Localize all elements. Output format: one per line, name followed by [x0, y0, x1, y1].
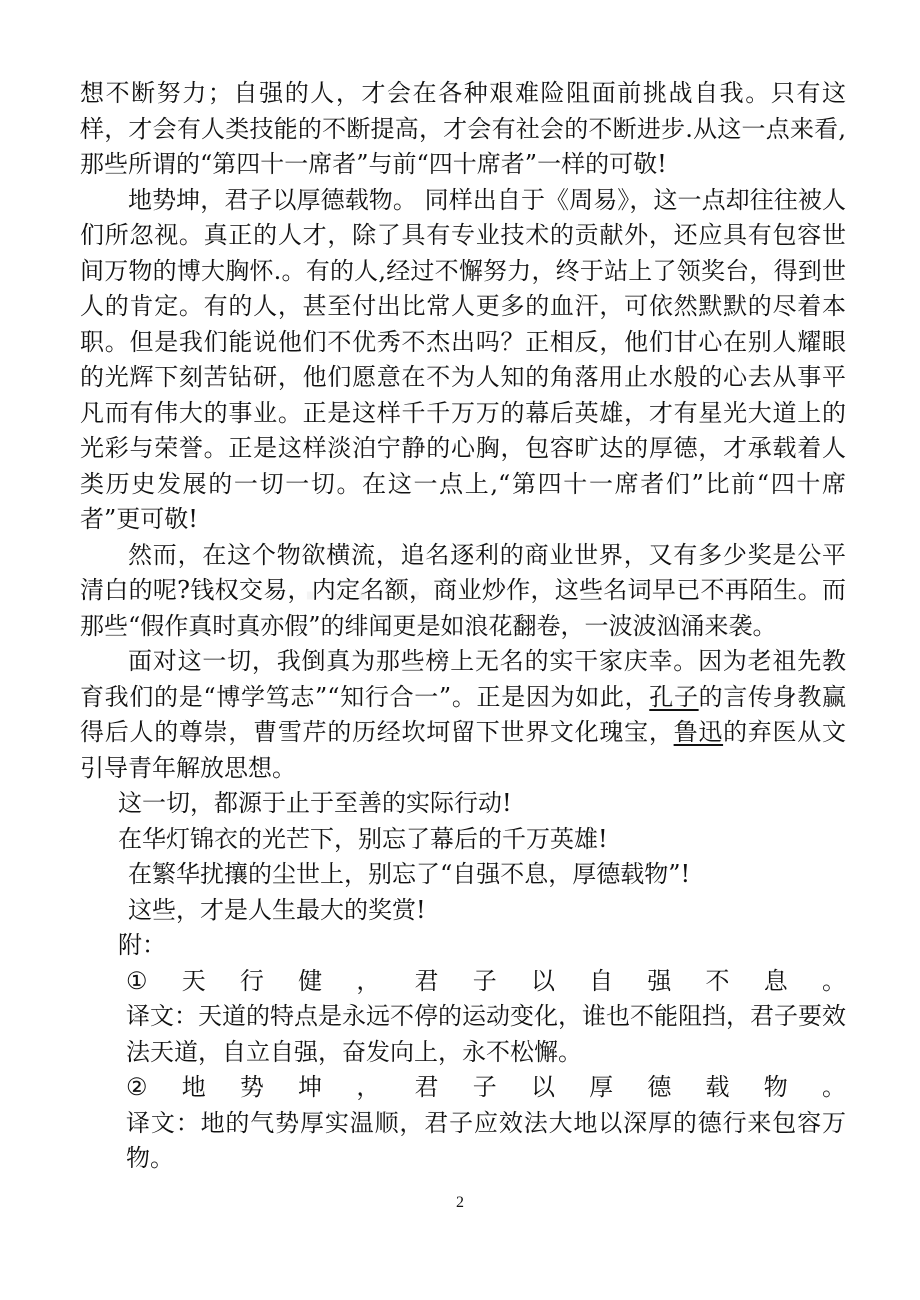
note-2-char: 子 — [472, 1073, 497, 1101]
closing-line-2: 在华灯锦衣的光芒下，别忘了幕后的千万英雄! — [118, 824, 608, 853]
note-1-char: 行 — [239, 966, 264, 995]
paragraph-4-text-c: 的弃医从文引导青年解放思想。 — [80, 718, 847, 782]
note-1-char: ， — [356, 966, 381, 995]
appendix-label: 附： — [118, 931, 166, 959]
paragraph-4-text-b: 的言传身教赢得后人的尊崇，曹雪芹的历经坎坷留下世界文化瑰宝， — [80, 682, 847, 746]
note-1-char: 强 — [647, 966, 672, 995]
luxun-link[interactable]: 鲁迅 — [673, 718, 724, 746]
note-2-char: 物 — [763, 1073, 788, 1101]
note-1-char: 以 — [530, 966, 555, 995]
note-2-char: ， — [356, 1073, 381, 1101]
closing-line-4: 这些，才是人生最大的奖赏! — [128, 895, 426, 924]
note-2-char: ② — [126, 1073, 148, 1101]
page-number: 2 — [456, 1194, 464, 1211]
note-2-char: 厚 — [589, 1073, 614, 1101]
note-1-quote — [80, 964, 846, 1000]
note-2-translation: 译文：地的气势厚实温顺，君子应效法大地以深厚的德行来包容万物。 — [126, 1108, 846, 1172]
note-1-char: 健 — [298, 966, 323, 995]
paragraph-4-text-a: 面对这一切，我倒真为那些榜上无名的实干家庆幸。因为老祖先教育我们的是“博学笃志”“知行合一”。正是因为如此， — [80, 647, 846, 711]
confucius-link[interactable]: 孔子 — [649, 682, 699, 711]
closing-line-3: 在繁华扰攘的尘世上，别忘了“自强不息，厚德载物”! — [128, 860, 691, 888]
note-1-char: 天 — [181, 966, 206, 995]
note-1-char: ① — [126, 966, 148, 995]
note-2-char: 君 — [414, 1073, 439, 1101]
note-1-translation: 译文：天道的特点是永远不停的运动变化，谁也不能阻挡，君子要效法天道，自立自强，奋发向上，永不松懈。 — [126, 1002, 846, 1066]
document-body — [80, 76, 846, 1177]
paragraph-2: 地势坤，君子以厚德载物。 同样出自于《周易》，这一点却往往被人们所忽视。真正的人才，除了具有专业技术的贡献外，还应具有包容世间万物的博大胸怀.。有的人,经过不懈努力，终于站上了领奖台，得到世人的肯定。有的人，甚至付出比常人更多的血汗，可依然默默的尽着本职。但是我们能说他们不优秀不杰出吗？正相反，他们甘心在别人耀眼的光辉下刻苦钻研，他们愿意在不为人知的角落用止水般的心去从事平凡而有伟大的事业。正是这样千千万万的幕后英雄，才有星光大道上的光彩与荣誉。正是这样淡泊宁静的心胸，包容旷达的厚德，才承载着人类历史发展的一切一切。在这一点上,“第四十一席者们”比前“四十席者”更可敬! — [80, 185, 846, 533]
note-1-char: 君 — [414, 966, 439, 995]
note-2-char: 地 — [181, 1073, 206, 1101]
note-1-char: 子 — [472, 966, 497, 995]
note-2-char: 。 — [821, 1073, 846, 1101]
note-2-char: 载 — [705, 1073, 730, 1101]
note-2-char: 势 — [239, 1073, 264, 1101]
note-1-char: 息 — [763, 966, 788, 995]
note-1-char: 自 — [589, 966, 614, 995]
note-2-char: 以 — [530, 1073, 555, 1101]
note-1-char: 不 — [705, 966, 730, 995]
paragraph-4 — [80, 644, 846, 786]
paragraph-1: 想不断努力；自强的人，才会在各种艰难险阻面前挑战自我。只有这样，才会有人类技能的不断提高，才会有社会的不断进步.从这一点来看,那些所谓的“第四十一席者”与前“四十席者”一样的可敬! — [80, 79, 846, 178]
note-2-quote — [80, 1070, 846, 1106]
paragraph-3: 然而，在这个物欲横流，追名逐利的商业世界，又有多少奖是公平清白的呢?钱权交易，内定名额，商业炒作，这些名词早已不再陌生。而那些“假作真时真亦假”的绯闻更是如浪花翻卷，一波波汹涌来袭。 — [80, 540, 846, 640]
closing-line-1: 这一切，都源于止于至善的实际行动! — [118, 789, 512, 817]
note-1-char: 。 — [821, 966, 846, 995]
note-2-char: 德 — [647, 1073, 672, 1101]
note-2-char: 坤 — [298, 1073, 323, 1101]
